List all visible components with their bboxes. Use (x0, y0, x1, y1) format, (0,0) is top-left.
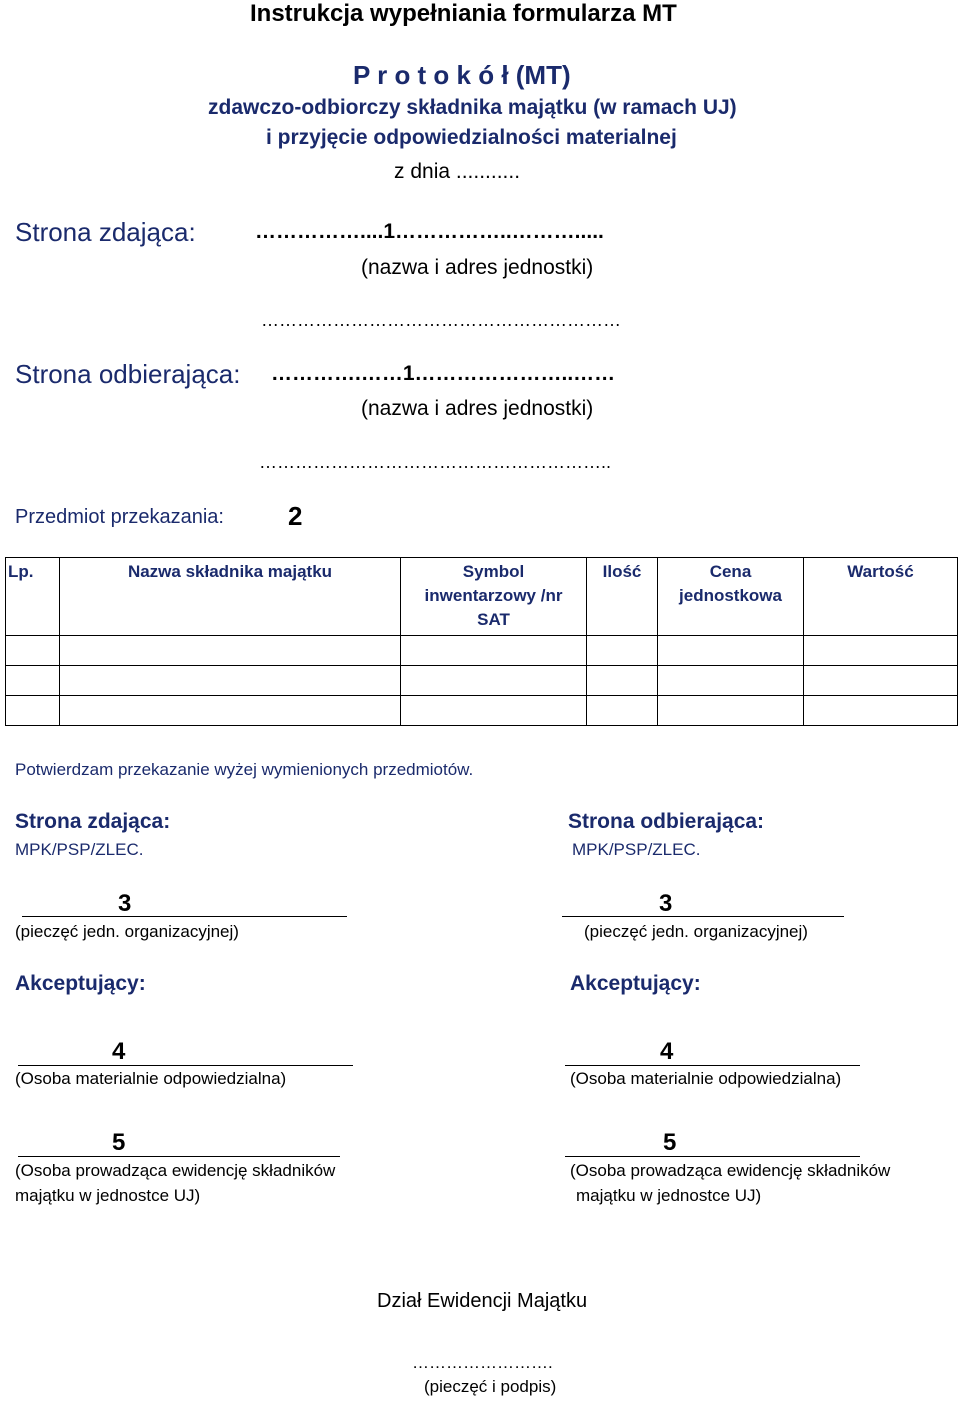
subject-label: Przedmiot przekazania: (15, 506, 224, 528)
right-person-hint: (Osoba materialnie odpowiedzialna) (570, 1069, 842, 1088)
table-row (6, 636, 958, 666)
confirmation-text: Potwierdzam przekazanie wyżej wymienionych przedmiotów. (15, 760, 474, 779)
left-registrar-hint-2: majątku w jednostce UJ) (15, 1186, 201, 1205)
table-cell[interactable] (658, 636, 804, 666)
handing-party-label: Strona zdająca: (15, 217, 196, 247)
table-cell[interactable] (587, 636, 658, 666)
left-accepting-label: Akceptujący: (15, 972, 146, 995)
department-label: Dział Ewidencji Majątku (377, 1290, 588, 1312)
left-stamp-hint: (pieczęć jedn. organizacyjnej) (15, 922, 239, 941)
date-line: z dnia ........... (394, 160, 521, 183)
table-cell[interactable] (401, 636, 587, 666)
col-header-quantity-text: Ilość (602, 562, 642, 581)
table-cell[interactable] (658, 666, 804, 696)
right-person-line (565, 1065, 860, 1066)
table-cell[interactable] (6, 636, 60, 666)
col-header-unit-price (658, 558, 804, 636)
left-registrar-hint-1: (Osoba prowadząca ewidencję składników (15, 1161, 336, 1180)
table-cell[interactable] (804, 636, 958, 666)
col-header-symbol-text: Symbol inwentarzowy /nr SAT (424, 562, 563, 629)
table-cell[interactable] (804, 696, 958, 726)
right-stamp-hint: (pieczęć jedn. organizacyjnej) (584, 922, 808, 941)
left-stamp-number: 3 (118, 890, 132, 917)
table-row (6, 696, 958, 726)
right-stamp-number: 3 (659, 890, 673, 917)
inventory-table (5, 557, 958, 726)
handing-party-hint: (nazwa i adres jednostki) (361, 256, 594, 279)
right-accepting-label: Akceptujący: (570, 972, 701, 995)
subject-number: 2 (288, 501, 303, 531)
col-header-lp (6, 558, 60, 636)
right-mpk: MPK/PSP/ZLEC. (572, 840, 701, 859)
right-registrar-hint-1: (Osoba prowadząca ewidencję składników (570, 1161, 891, 1180)
protocol-subtitle-2: i przyjęcie odpowiedzialności materialnej (266, 126, 677, 149)
protocol-title: P r o t o k ó ł (MT) (353, 60, 571, 90)
table-cell[interactable] (587, 696, 658, 726)
table-cell[interactable] (60, 696, 401, 726)
table-cell[interactable] (401, 696, 587, 726)
right-party-label: Strona odbierająca: (568, 810, 765, 833)
left-registrar-line (18, 1156, 340, 1157)
table-cell[interactable] (6, 666, 60, 696)
left-registrar-number: 5 (112, 1129, 126, 1156)
table-cell[interactable] (587, 666, 658, 696)
table-cell[interactable] (658, 696, 804, 726)
col-header-symbol (401, 558, 587, 636)
table-cell[interactable] (60, 666, 401, 696)
table-header-row (6, 558, 958, 636)
left-person-hint: (Osoba materialnie odpowiedzialna) (15, 1069, 287, 1088)
protocol-subtitle-1: zdawczo-odbiorczy składnika majątku (w ramach UJ) (208, 96, 737, 119)
table-cell[interactable] (60, 636, 401, 666)
department-dots: ……………………. (412, 1353, 553, 1372)
table-cell[interactable] (804, 666, 958, 696)
receiving-party-extra: ………………………………………………….. (259, 452, 612, 472)
right-stamp-line (562, 916, 844, 917)
table-row (6, 666, 958, 696)
col-header-name-text: Nazwa składnika majątku (127, 562, 333, 581)
left-stamp-line (22, 916, 347, 917)
left-person-line (18, 1065, 353, 1066)
col-header-value (804, 558, 958, 636)
handing-party-value: ……………....1……………..………..... (255, 220, 604, 243)
left-party-label: Strona zdająca: (15, 810, 171, 833)
handing-party-extra: …………………………………………………… (261, 310, 621, 330)
receiving-party-value: ………….……1…………………..…… (271, 362, 616, 385)
right-registrar-hint-2: majątku w jednostce UJ) (576, 1186, 762, 1205)
right-person-number: 4 (660, 1038, 674, 1065)
right-registrar-number: 5 (663, 1129, 677, 1156)
receiving-party-label: Strona odbierająca: (15, 359, 241, 389)
col-header-quantity (587, 558, 658, 636)
left-mpk: MPK/PSP/ZLEC. (15, 840, 144, 859)
table-cell[interactable] (401, 666, 587, 696)
col-header-name (60, 558, 401, 636)
department-hint: (pieczęć i podpis) (424, 1377, 557, 1396)
col-header-unit-price-text: Cena jednostkowa (679, 562, 782, 605)
table-cell[interactable] (6, 696, 60, 726)
col-header-lp-text: Lp. (8, 562, 34, 581)
left-person-number: 4 (112, 1038, 126, 1065)
col-header-value-text: Wartość (847, 562, 914, 581)
instruction-title: Instrukcja wypełniania formularza MT (250, 0, 677, 27)
receiving-party-hint: (nazwa i adres jednostki) (361, 397, 594, 420)
right-registrar-line (565, 1156, 860, 1157)
